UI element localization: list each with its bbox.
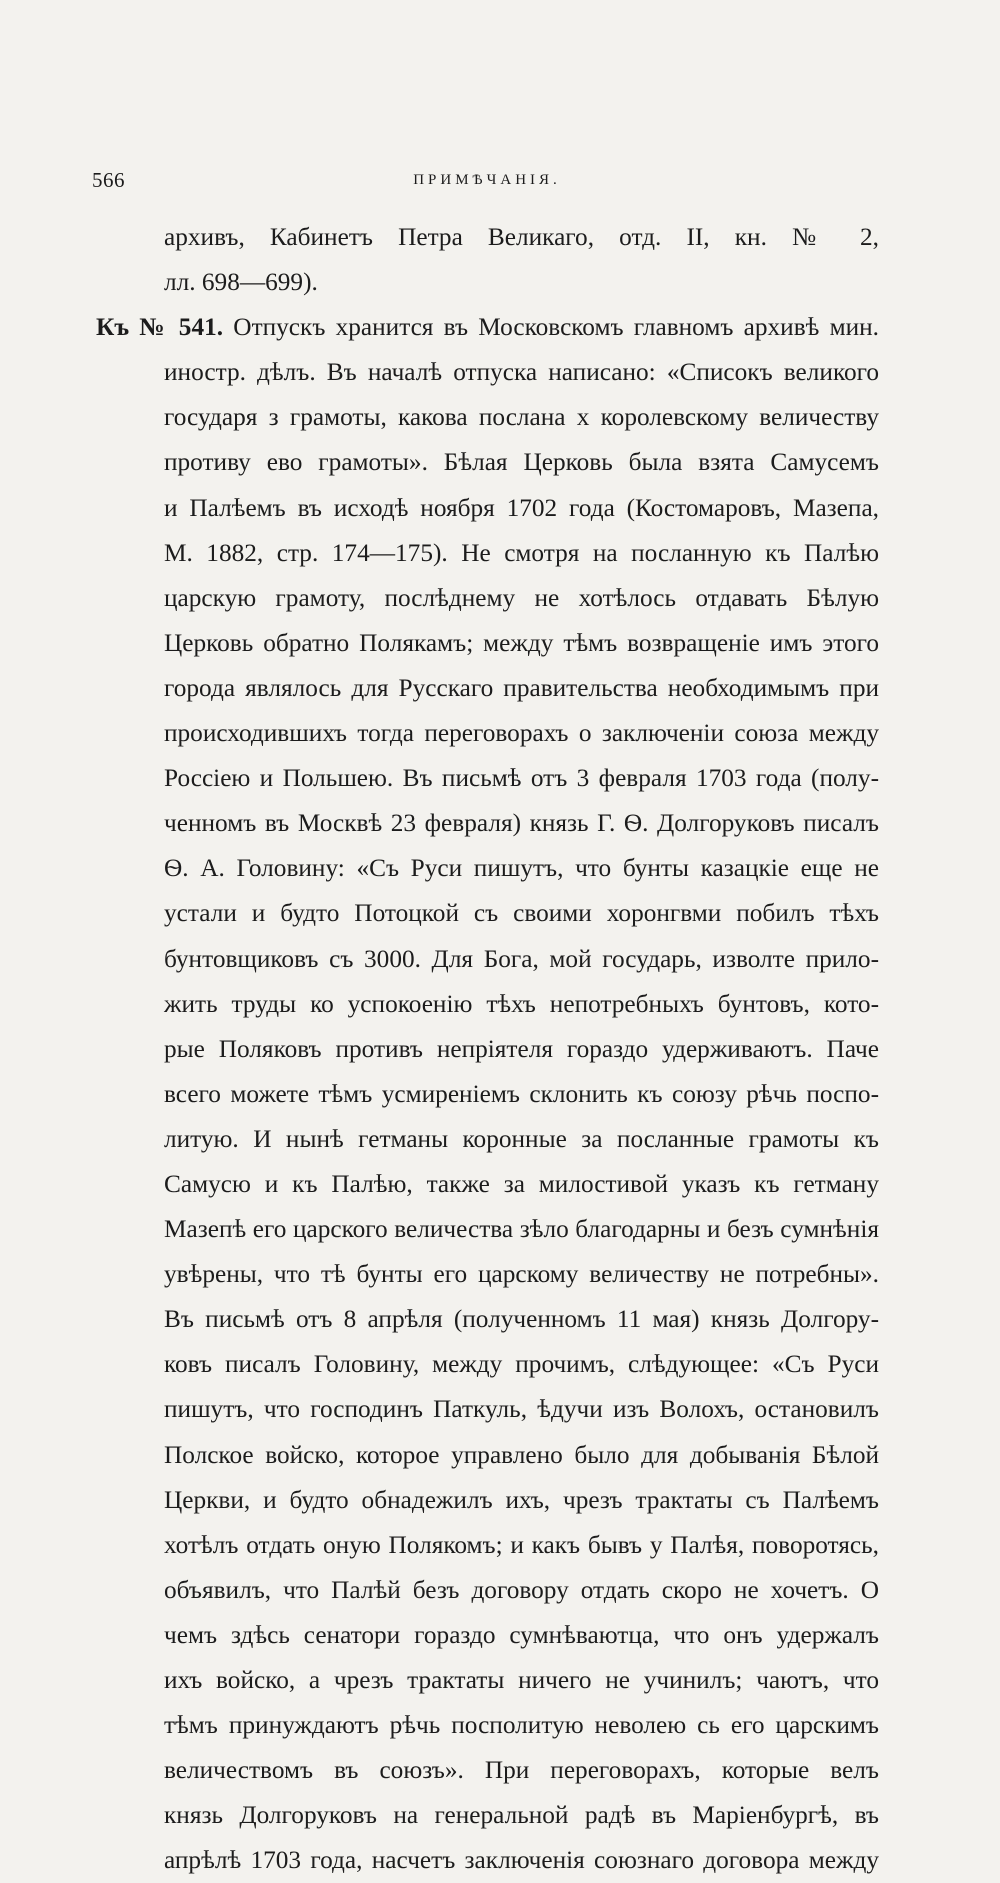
text-line: Самусю и къ Палѣю, также за милостивой указъ къ гетману <box>164 1169 879 1198</box>
text-line: жить труды ко успокоенію тѣхъ непотребныхъ бунтовъ, кото- <box>164 989 879 1018</box>
entry-line <box>96 305 879 350</box>
text-line: ихъ войско, а чрезъ трактаты ничего не учинилъ; чаютъ, что <box>164 1666 879 1694</box>
entry-heading: Къ № 541. <box>96 313 224 342</box>
text-line: хотѣлъ отдать оную Полякомъ; и какъ бывъ у Палѣя, поворотясь, <box>164 1530 879 1559</box>
text-line: Ѳ. А. Головину: «Съ Руси пишутъ, что бунты казацкіе еще не <box>164 854 879 883</box>
text-line: устали и будто Потоцкой съ своими хоронгвми побилъ тѣхъ <box>164 899 879 928</box>
text-line: и Палѣемъ въ исходѣ ноября 1702 года (Костомаровъ, Мазепа, <box>164 493 879 522</box>
body-text <box>96 215 879 1883</box>
text-line: Церковь обратно Полякамъ; между тѣмъ возвращеніе имъ этого <box>164 628 879 657</box>
text-line: архивъ, Кабинетъ Петра Великаго, отд. II, кн. № 2, <box>164 223 879 251</box>
running-head: ПРИМѢЧАНІЯ. <box>413 172 561 188</box>
text-line: царскую грамоту, послѣднему не хотѣлось отдавать Бѣлую <box>164 583 879 612</box>
text-line: города являлось для Русскаго правительства необходимымъ при <box>164 673 879 702</box>
text-line: лл. 698—699). <box>164 268 318 297</box>
text-line: Полское войско, которое управлено было для добыванія Бѣлой <box>164 1440 879 1469</box>
page-header <box>92 168 882 198</box>
text-line: князь Долгоруковъ на генеральной радѣ въ Маріенбургѣ, въ <box>164 1801 879 1830</box>
text-line: Церкви, и будто обнадежилъ ихъ, чрезъ трактаты съ Палѣемъ <box>164 1485 879 1514</box>
text-line: рые Поляковъ противъ непріятеля гораздо удерживаютъ. Паче <box>164 1034 879 1063</box>
text-line: иностр. дѣлъ. Въ началѣ отпуска написано: «Списокъ великого <box>164 358 879 387</box>
text-line: увѣрены, что тѣ бунты его царскому величеству не потребны». <box>164 1260 879 1289</box>
text-line: объявилъ, что Палѣй безъ договору отдать скоро не хочетъ. О <box>164 1575 879 1604</box>
text-line: тѣмъ принуждаютъ рѣчь посполитую неволею сь его царскимъ <box>164 1711 879 1740</box>
text-line: М. 1882, стр. 174—175). Не смотря на посланную къ Палѣю <box>164 538 879 567</box>
text-line: Отпускъ хранится въ Московскомъ главномъ архивѣ мин. <box>233 313 880 342</box>
text-line: государя з грамоты, какова послана х королевскому величеству <box>164 403 879 432</box>
text-line: ковъ писалъ Головину, между прочимъ, слѣдующее: «Съ Руси <box>164 1350 879 1379</box>
text-line: апрѣлѣ 1703 года, насчетъ заключенія союзнаго договора между <box>164 1846 879 1875</box>
text-line: Россіею и Польшею. Въ письмѣ отъ 3 февраля 1703 года (полу- <box>164 764 879 793</box>
page-number: 566 <box>92 168 125 192</box>
text-line: чемъ здѣсь сенатори гораздо сумнѣваютца, что онъ удержалъ <box>164 1620 879 1649</box>
text-line: Въ письмѣ отъ 8 апрѣля (полученномъ 11 мая) князь Долгору- <box>164 1305 879 1334</box>
text-line: происходившихъ тогда переговорахъ о заключеніи союза между <box>164 719 879 748</box>
text-line: ченномъ въ Москвѣ 23 февраля) князь Г. Ѳ. Долгоруковъ писалъ <box>164 809 879 838</box>
text-line: пишутъ, что господинъ Паткуль, ѣдучи изъ Волохъ, остановилъ <box>164 1395 879 1424</box>
text-line: величествомъ въ союзъ». При переговорахъ, которые велъ <box>164 1756 879 1785</box>
text-line: бунтовщиковъ съ 3000. Для Бога, мой государь, изволте прило- <box>164 944 879 973</box>
text-line: противу ево грамоты». Бѣлая Церковь была взята Самусемъ <box>164 448 879 477</box>
text-line: Мазепѣ его царского величества зѣло благодарны и безъ сумнѣнія <box>164 1215 879 1244</box>
text-line: литую. И нынѣ гетманы коронные за посланные грамоты къ <box>164 1124 879 1153</box>
text-line: всего можете тѣмъ усмиреніемъ склонить къ союзу рѣчь поспо- <box>164 1079 879 1108</box>
